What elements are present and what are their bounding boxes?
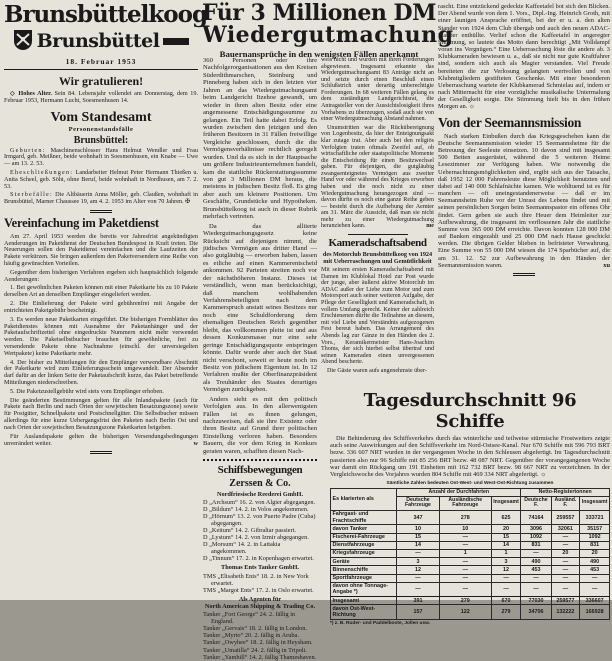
table-caption: Sämtliche Zahlen bedeuten Ost-West- und West-Ost-Richtung zusammen	[386, 481, 554, 487]
schiff-reederei: Nordfriesische Reederei GmbH.	[216, 490, 304, 498]
cell: 831	[580, 541, 610, 549]
tagesdurchschnitt-section	[330, 390, 610, 626]
seemannsmission-signature: xu	[603, 261, 610, 269]
issue-date: 18. Februar 1953	[65, 56, 137, 66]
paket-p4-text: Für Auslandspakete gelten die bisherigen Versendungsbedingungen unverändert weiter.	[4, 432, 198, 447]
kameradschaft-body: Die Gäste waren aufs angenehmste über-	[327, 367, 427, 374]
gratulieren-text	[4, 91, 198, 105]
ship-entry: TMS „Margot Ents“ 17. 2. in Oslo erwartet.	[203, 586, 314, 594]
ship-entry: Tanker „Umatilla“ 24. 2. fällig in Tripoli.	[203, 646, 307, 654]
kameradschaft-body: Mit seinem ersten Kameradschaftsabend mit Damen im Klublokal Hotel zur Post wurde der junge, aber äußerst aktive Motorclub im ADAC außer der Liebe zum Motor und zum Motorsport auch seiner weiteren Aufgabe, der Pflege der Geselligkeit und Kameradschaft, in vollem Umfang gerecht. Keiner der zahlreich Erschienenen dürfte die Teilnahme an diesem, mit viel Liebe und Verständnis aufgezogenen Fest bereut haben. Das Arrangement des Abends lag zur Gänze in den Händen des 2. Vors., Keramikermeister Hans-Joachim Thoms, der sich hierbei selbst übertraf und seinen Kameraden einen unvergessenen Abend bescherte.	[321, 267, 434, 366]
ehe-text: Landarbeiter Helmut Peter Hermann Thießen u. Anita Scheel, geb. Söht, ohne Beruf, beide wohnhaft in Nordhusen, am 7. 2. 53.	[4, 168, 199, 190]
cell: 333721	[580, 510, 610, 524]
row-label: Kriegsfahrzeuge	[331, 549, 397, 557]
headline-line1: Für 3 Millionen DM	[202, 0, 436, 26]
row-label: Geräte	[331, 558, 397, 566]
cell: —	[439, 533, 491, 541]
cell: —	[551, 558, 580, 566]
cell: —	[397, 549, 440, 557]
cell: 77030	[521, 597, 551, 605]
cell: 1092	[521, 533, 551, 541]
ehe-label: Eheschließungen:	[10, 168, 74, 176]
article-signature: me	[426, 223, 434, 230]
ship-entry: D „Keitum“ 14. 2. Gibraltar passiert.	[203, 527, 297, 535]
geburten-text: Maschinenschlosser Hans Helmut Wendler und Frau Irmgard, geb. Meißner, beide wohnhaft in Soesmenhusen, ein Knabe — Uwe — am 13. 2. 53.	[4, 146, 198, 168]
cell: —	[521, 574, 551, 582]
cell: —	[551, 582, 580, 596]
cell: —	[397, 582, 440, 596]
table-row	[331, 605, 610, 619]
tagesdurchschnitt-body: Die Behinderung des Schiffsverkehrs durch das winterliche und teilweise stürmische Frostwetters zeigte auch seine Auswirkungen auf den Schiffsverkehr im Nord-Ostsee-Kanal. Nur 670 Schiffe mit 596 793 BRT bezw. 336 607 NRT wurden in der vergangenen Woche in den Schleusen abgefertigt. Im Tagesdurchschnitt passierten also nur 96 Schiffe mit 85 256 BRT bezw. 48 087 NRT. Gegenüber der vorangegangenen Woche war damit ein Rückgang um 191 Einheiten mit 162 732 BRT bezw. 98 667 NRT zu verzeichnen. In der Vergleichswoche des Vorjahres wurden 804 Schiffe mit 469 334 NRT abgefertigt. ☼	[330, 435, 610, 478]
paket-p3: Die geänderten Bestimmungen gelten für alle Inlandspakete (auch für Pakete nach Berlin und nach Orten der sowjetischen Besatzungszone) sowie für Postgüter, Schnellpakete und Postschnellgüter. Die Selbstbucher müssen allerdings für eine kurze Uebergangsfrist den Paketen nach Berlin Ost und nach Orten der sowjetischen Besatzungszone Paketkarten beigeben.	[4, 396, 198, 431]
cell: —	[580, 582, 610, 596]
ship-entry: D „Hörnum“ 13. 2. von Puerto Padre (Cuba) abgegangen.	[203, 513, 316, 528]
table-corner-header: Es klarierten als	[331, 489, 397, 511]
cell: 347	[397, 510, 440, 524]
cell: 3096	[521, 525, 551, 533]
cell: —	[551, 574, 580, 582]
table-total-row	[331, 597, 610, 605]
row-label: Fahrgast- und Frachtschiffe	[331, 510, 397, 524]
right-column	[438, 3, 610, 389]
table-row	[331, 541, 610, 549]
standesamt-place: Brunsbüttel:	[73, 134, 129, 146]
ship-entry: Tanker „Fort George“ 24. 2. fällig in England.	[203, 611, 296, 626]
table-header-row	[331, 489, 610, 497]
cell: —	[439, 566, 491, 574]
row-label: Insgesamt	[331, 597, 397, 605]
table-row	[331, 533, 610, 541]
masthead-subtitle: Brunsbüttel	[36, 30, 160, 53]
section-heading-gratulieren: Wir gratulieren!	[58, 74, 144, 89]
cell: 1092	[580, 533, 610, 541]
cell: 831	[521, 541, 551, 549]
table-row	[331, 558, 610, 566]
seemannsmission-text: Nach starken Einbußen durch das Kriegsgeschehen kann die Deutsche Seemannsmission wieder 15 Seemannsheime für die Betreuung der Seeleute einsetzen. 10 davon sind mit insgesamt 500 Betten ausgerüstet, während die 5 weiteren Heime Lesezimmer zur Verfügung haben. Wie notwendig die Uebernachtungsmöglichkeiten sind, ergibt sich aus der Tatsache, daß 1952 12 000 Fahrensleute diese Möglichkeit benutzten und dabei auf 140 000 Schlafnächte kamen. Wie wohltuend ist es für manchen — oft uneingestandenerweise — daß er im Seemannsheim Ruhe vor der Unrast des Lebens findet und mit seinen persönlichen Sorgen beim Seemannspastor ein offenes Ohr findet. Gern geben sie auch ihre Heuer dem Heimleiter zur Aufbewahrung, die insgesamt im verflossenen Jahr die stattliche Summe von 365 000 DM erreichte. Davon konnten 128 000 DM auf Banken eingezahlt und 25 000 DM nach Hause geschickt werden. Die übrigen Gelder blieben in befristeter Verwahrung. Eine Summe von 55 000 DM wiesen die 174 Sparbücher auf, die am 31. 12. 52 zur Aufbewahrung in den Händen der Seemannsmission waren.	[438, 132, 610, 269]
row-label: davon Ost-West-Richtung	[331, 605, 397, 619]
main-headline-block	[202, 0, 454, 59]
ship-entry: Tanker „Gervais“ 18. 2. fällig in London.	[203, 625, 307, 633]
cell: —	[439, 541, 491, 549]
article-paragraph	[321, 125, 434, 230]
cell: 278	[439, 510, 491, 524]
cell: 3	[491, 558, 521, 566]
cell: 490	[521, 558, 551, 566]
paket-p2: Gegenüber dem bisherigen Verfahren ergeben sich hauptsächlich folgende Aenderungen:	[4, 268, 198, 283]
cell: 20	[491, 525, 521, 533]
paket-item3: 3. Es werden neue Paketkarten eingeführt. Die bisherigen Formblätter des Paketdienstes können mit Ausnahme der Paketanhänger und der Paketaufschriftzettel ohne eingedruckte Nummern nicht mehr verwendet werden. Die Paketselbstbucher brauchen für gewöhnliche, frei zu versendende Pakete ohne Nachnahme (einschl. der unversiegelten Wertpakete) keine Paketkarte mehr.	[4, 315, 198, 357]
masthead-ornament-bar	[163, 38, 189, 45]
cell: 14	[491, 541, 521, 549]
paket-p1: Am 27. April 1953 werden die bereits vor Jahresfrist angekündigten Aenderungen im Paketdienst der Deutschen Bundespost in Kraft treten. Die Neuerungen sollen den Paketdienst vereinfachen und die Laufzeiten der Pakete verkürzen. Sie bringen außerdem den Paketversendern eine Reihe von häufig gewünschten Vorteilen.	[4, 232, 198, 268]
masthead-title: Brunsbüttelkoog	[4, 1, 208, 28]
coat-of-arms-icon	[13, 29, 33, 54]
sterbe-label: Sterbefälle:	[10, 191, 53, 199]
row-label: Fischerei-Fahrzeuge	[331, 533, 397, 541]
cell: 74164	[521, 510, 551, 524]
cell: 132222	[551, 605, 580, 619]
article-paragraph: weis nicht und wurden mit ihren Forderungen abgewiesen. Insgesamt erkannte das Wiedergutmachungsamt 83 Anträge nicht an und setzte durch einen Beschluß einen Schlußstrich unter derartig unberechtigte Forderungen. In 68 weiteren Fällen gelang es dem zuständigen Landgerichtsrat, die Antragsteller von der Aussichtslosigkeit ihres Vorhabens zu überzeugen, sodaß auch sie von einer Wiedergutmachung Abstand nahmen.	[321, 57, 434, 123]
cell: 336607	[580, 597, 610, 605]
cell: 35157	[580, 525, 610, 533]
paket-p4	[4, 434, 198, 448]
table-subheader: Insgesamt	[491, 497, 521, 511]
cell: 12	[397, 566, 440, 574]
row-label: Dienstfahrzeuge	[331, 541, 397, 549]
cell: 1	[491, 549, 521, 557]
section-divider	[90, 210, 112, 213]
tanker-company: Thomas Ents Tanker GmbH.	[221, 564, 299, 572]
section-divider	[348, 234, 408, 235]
masthead	[4, 1, 208, 70]
paket-item5: 5. Die Paketzustellgebühr wird stets vom Empfänger erhoben.	[10, 387, 164, 395]
cell: 34706	[521, 605, 551, 619]
table-subheader: Deutsche Fahrzeuge	[397, 497, 440, 511]
cell: 453	[580, 566, 610, 574]
cell: 20	[580, 549, 610, 557]
kameradschaft-subtitle: des Motorclub Brunsbüttelkoog von 1924 mit Ueberraschungen und Gemütlichkeit	[322, 250, 433, 266]
headline-line2: Wiedergutmachung	[202, 22, 454, 48]
row-label: davon Tanker	[331, 525, 397, 533]
sterbe-text: Die Altbäuerin Anna Möller, geb. Claußen, wohnhaft in Brunsbüttel, Marner Chaussee 19, am 4. 2. 1953 im Alter von 70 Jahren. ✠	[4, 191, 198, 206]
cell: —	[439, 574, 491, 582]
article-paragraph: 360 Personen oder ihre Nachfolgerorganisationen aus den Kreisen Süderdithmarschen, Steinburg und Pinneberg haben sich in den letzten vier Jahren an das Wiedergutmachungsamt beim Landgericht Itzehoe gewandt, um wieder in ihren alten Besitz oder eine angemessene Entschädigungssumme zu gelangen. Ein Teil hatte dabei Erfolg. Es wurden zwischen den jetzigen und den früheren Besitzern in 31 Fällen freiwillige Vergleiche geschlossen, durch die die Vermögensverhältnisse rechtlich geregelt wurden. Und da es sich in der Hauptsache um größere Industrieunternehmen handelt, kam die stattliche Rückerstattungssumme von gut 3 Millionen DM heraus, die meistens in jüdischen Besitz floß. Es ging aber auch um kleinere Positionen. Um Geschäfte, Grundstücke und Hypotheken. Brunsbüttelkoog ist auch in dieser Rubrik mehrfach vertreten.	[203, 57, 317, 221]
cell: —	[439, 582, 491, 596]
ship-entry: Tanker „Myrto“ 20. 2. fällig in Aruba.	[203, 632, 299, 640]
cell: —	[439, 558, 491, 566]
schiff-company: Zerssen & Co.	[229, 477, 291, 489]
standesamt-ehe	[4, 170, 198, 190]
cell: 259577	[551, 597, 580, 605]
article-column-b	[321, 57, 434, 389]
cell: 10	[439, 525, 491, 533]
table-group-header-durchfahrten: Anzahl der Durchfahrten	[397, 489, 521, 497]
cell: —	[580, 574, 610, 582]
paket-item2: 2. Die Einlieferung der Pakete wird gebührenfrei mit Angabe der entrichteten Paketgebühr bescheinigt.	[4, 300, 198, 314]
table-subheader: Ausländ. F.	[551, 497, 580, 511]
section-heading-schiffsbewegungen: Schiffsbewegungen	[217, 464, 303, 477]
table-row	[331, 566, 610, 574]
standesamt-subheading: Personenstandsfälle	[68, 126, 134, 134]
masthead-subtitle-row	[4, 29, 198, 54]
ship-entry: D „Lystum“ 14. 2. von Izmir abgegangen.	[203, 534, 309, 542]
cell: 670	[491, 597, 521, 605]
cell: 3	[397, 558, 440, 566]
ship-entry: D „Tinnum“ 17. 2. in Kopenhagen erwartet.	[203, 555, 314, 563]
article-paragraph: Anders sieht es mit den politisch Verfolgten aus. In den allerwenigsten Fällen ist es ihnen gelungen, nachzuweisen, daß sie ihre Existenz oder ihren Besitz auf Grund ihrer politischen Einstellung verloren haben. Besonders Bauern, die vor dem Krieg in Konkurs geraten waren, schafften diesen Nach-	[203, 395, 317, 455]
cell: —	[551, 541, 580, 549]
standesamt-geburten	[4, 148, 198, 168]
cell: 279	[439, 597, 491, 605]
section-heading-tagesdurchschnitt: Tagesdurchschnitt 96 Schiffe	[363, 390, 577, 432]
ship-entry: TMS „Elisabeth Ents“ 18. 2. in New York erwartet.	[203, 572, 309, 587]
table-row	[331, 510, 610, 524]
table-row	[331, 525, 610, 533]
article-text: Unumstritten war die Rückübereignung von Logenbesitz, da hier der Enteignungsakt klar zutage trat. Aber auch bei den religiös Verfolgten traten oftmals Zweifel auf, ob wirtschaftliche oder staatspolitische Momente die Entscheidung für einen Besitzwechsel gaben. Für diejenigen, die gutgläubig zwangsenteignetes Vermögen aus zweiter Hand vor oder während des Krieges erworben haben und die noch nicht zu einer Wiedergutmachung herangezogen sind — davon dürfte es noch eine ganze Reihe geben — besteht durch die Aufhebung der Aemter am 31. März die Aussicht, daß man sie nicht mehr zu einer Wiedergutmachung heranziehen kann.	[321, 124, 434, 230]
section-heading-standesamt: Vom Standesamt	[50, 110, 152, 126]
cell: —	[491, 574, 521, 582]
ship-entry: D „Archsum“ 16. 2. von Algier abgegangen.	[203, 499, 316, 507]
ship-entry: Tanker „Owyhee“ 18. 2. fällig in Heysham.	[203, 639, 313, 647]
agent-heading	[203, 596, 317, 610]
paket-signature: w	[193, 439, 198, 447]
cell: —	[521, 549, 551, 557]
standesamt-sterbe	[4, 192, 198, 206]
cell: 1	[439, 549, 491, 557]
gratulieren-body: Sein 84. Lebensjahr vollendet am Donnerstag, dem 19. Februar 1953, Hermann Lucht, Soesmenhusen 14.	[4, 90, 199, 105]
ship-entry: D „Bildum“ 14. 2. in Volos angekommen.	[203, 506, 309, 514]
section-heading-kameradschaftsabend: Kameradschaftsabend	[328, 237, 427, 250]
geburten-label: Geburten:	[10, 146, 46, 154]
section-divider	[513, 273, 535, 276]
cell: 391	[397, 597, 440, 605]
cell: 279	[491, 605, 521, 619]
article-column-a	[203, 57, 317, 661]
cell: —	[521, 582, 551, 596]
table-subheader: Ausländische Fahrzeuge	[439, 497, 491, 511]
cell: 15	[397, 533, 440, 541]
cell: 15	[491, 533, 521, 541]
cell: 259557	[551, 510, 580, 524]
cell: 122	[439, 605, 491, 619]
left-column	[4, 1, 208, 597]
kameradschaft-continuation: rascht. Eine entzückend gedeckte Kaffeetafel bot sich den Blicken. Der Abend wurde von dem 1. Vors., Dipl.-Ing. Heinrich Groth, mit einer launigen Ansprache eröffnet, bei der er u. a. den alten Stander von 1924 dem Club übergab und auch den neuen ADAC-Stander enthüllte. Verlief schon die Kaffeetafel in angeregter Stimmung, so lautete das Motto dann berechtigt „Mit Volldampf voran ins Vergnügen.“ Eine Ueberraschung löste die andere ab. 3 Klubkameraden bewiesen u. a., daß sie nicht nur gute Kraftfahrer sind, sondern sich auch als Magier verstanden. Viel Freude bereiteten die zur Verlosung gelangten wertvollen und von Klubmitgliedern gestifteten Geschenke. Mit einer besonderen Ueberraschung wartete der Klubkamerad Schmielau auf, indem er nach Mitternacht für eine vorzügliche musikalische Untermalung der Geselligkeit sorgte. Die Stimmung hielt bis in den frühen Morgen an. ☼	[438, 3, 610, 111]
agent-line1: Als Agenten für	[238, 595, 282, 603]
ship-entry: Tanker „Yamhill“ 14. 2. fällig Thameshaven.	[203, 653, 317, 661]
star-ornament-divider	[203, 459, 317, 461]
headline-subtitle: Bauernansprüche in den wenigsten Fällen anerkannt	[219, 49, 419, 59]
table-subheader: Deutsche F.	[521, 497, 551, 511]
cell: 157	[397, 605, 440, 619]
table-subheader: Insgesamt	[580, 497, 610, 511]
ship-statistics-table	[330, 488, 610, 620]
cell: 453	[521, 566, 551, 574]
section-heading-seemannsmission: Von der Seemannsmission	[438, 114, 582, 130]
row-label: Sportfahrzeuge	[331, 574, 397, 582]
ship-entry: D „Morsum“ 14. 2. in Lattakia angekommen.	[203, 541, 281, 556]
cell: 20	[551, 549, 580, 557]
seemannsmission-body	[438, 133, 610, 269]
paket-item4: 4. Der bisher zu Mitteilungen für den Empfänger verwendbare Abschnitt der Paketkarte wird zum Einlieferungsschein umgewandelt. Der Absender darf dafür an der linken Seite der Paketaufschrift kurze, das Paket betreffende Mitteilungen niederschreiben.	[4, 358, 198, 387]
cell: 166928	[580, 605, 610, 619]
article-paragraph: Da das alliierte Wiedergutmachungsgesetz keine Rücksicht auf diejenigen nimmt, die jüdisches Vermögen aus dritter Hand — also gutgläubig — erworben haben, lassen es etliche auf einen Kammerentscheid ankommen. 92 Parteien streiten noch vor der nächsthöheren Instanz. Dieses ist verständlich, wenn man berücksichtigt, daß manchem wohlhabenden Verfahrensbeteiligten nach dem Kammerspruch anstatt seines Besitzes nur noch eine Schuldforderung dem ehemaligen Deutschen Reich gegenüber bleibt, das vollkommen pleite ist und aus dessen Konkursmasse nur eine sehr geringe Entschädigungsquote entspringen könnte. Dafür wurde aber auch der Staat nicht verschont, soweit er heute noch im Besitz von jüdischem Eigentum ist. In 12 Verfahren mußte der Oberfinanzpräsident als Treuhänder des Staates derartiges Vermögen zurückgeben.	[203, 222, 317, 394]
section-heading-paketdienst: Vereinfachung im Paketdienst	[4, 216, 159, 231]
cell: —	[551, 566, 580, 574]
table-row	[331, 574, 610, 582]
paket-item1: 1. Bei gewöhnlichen Paketen können mit einer Paketkarte bis zu 10 Pakete derselben Art an denselben Empfänger eingeliefert werden.	[4, 284, 198, 299]
gratulieren-label: ◇ Hohes Alter.	[10, 90, 52, 98]
row-label: Binnenschiffe	[331, 566, 397, 574]
cell: 625	[491, 510, 521, 524]
agent-line2: North American Shipping & Trading Co.	[204, 603, 316, 611]
cell: —	[551, 533, 580, 541]
section-divider	[90, 451, 112, 454]
cell: 32061	[551, 525, 580, 533]
table-group-header-nrt: Netto-Registertonnen	[521, 489, 610, 497]
cell: —	[397, 574, 440, 582]
table-row	[331, 549, 610, 557]
cell: 10	[397, 525, 440, 533]
table-row	[331, 582, 610, 596]
cell: —	[491, 582, 521, 596]
cell: 14	[397, 541, 440, 549]
table-footnote: *) z. B. Ruder- und Paddelboote, Jollen usw.	[330, 620, 431, 626]
row-label: davon ohne Tonnage-Angabe *)	[331, 582, 397, 596]
cell: 12	[491, 566, 521, 574]
cell: 490	[580, 558, 610, 566]
